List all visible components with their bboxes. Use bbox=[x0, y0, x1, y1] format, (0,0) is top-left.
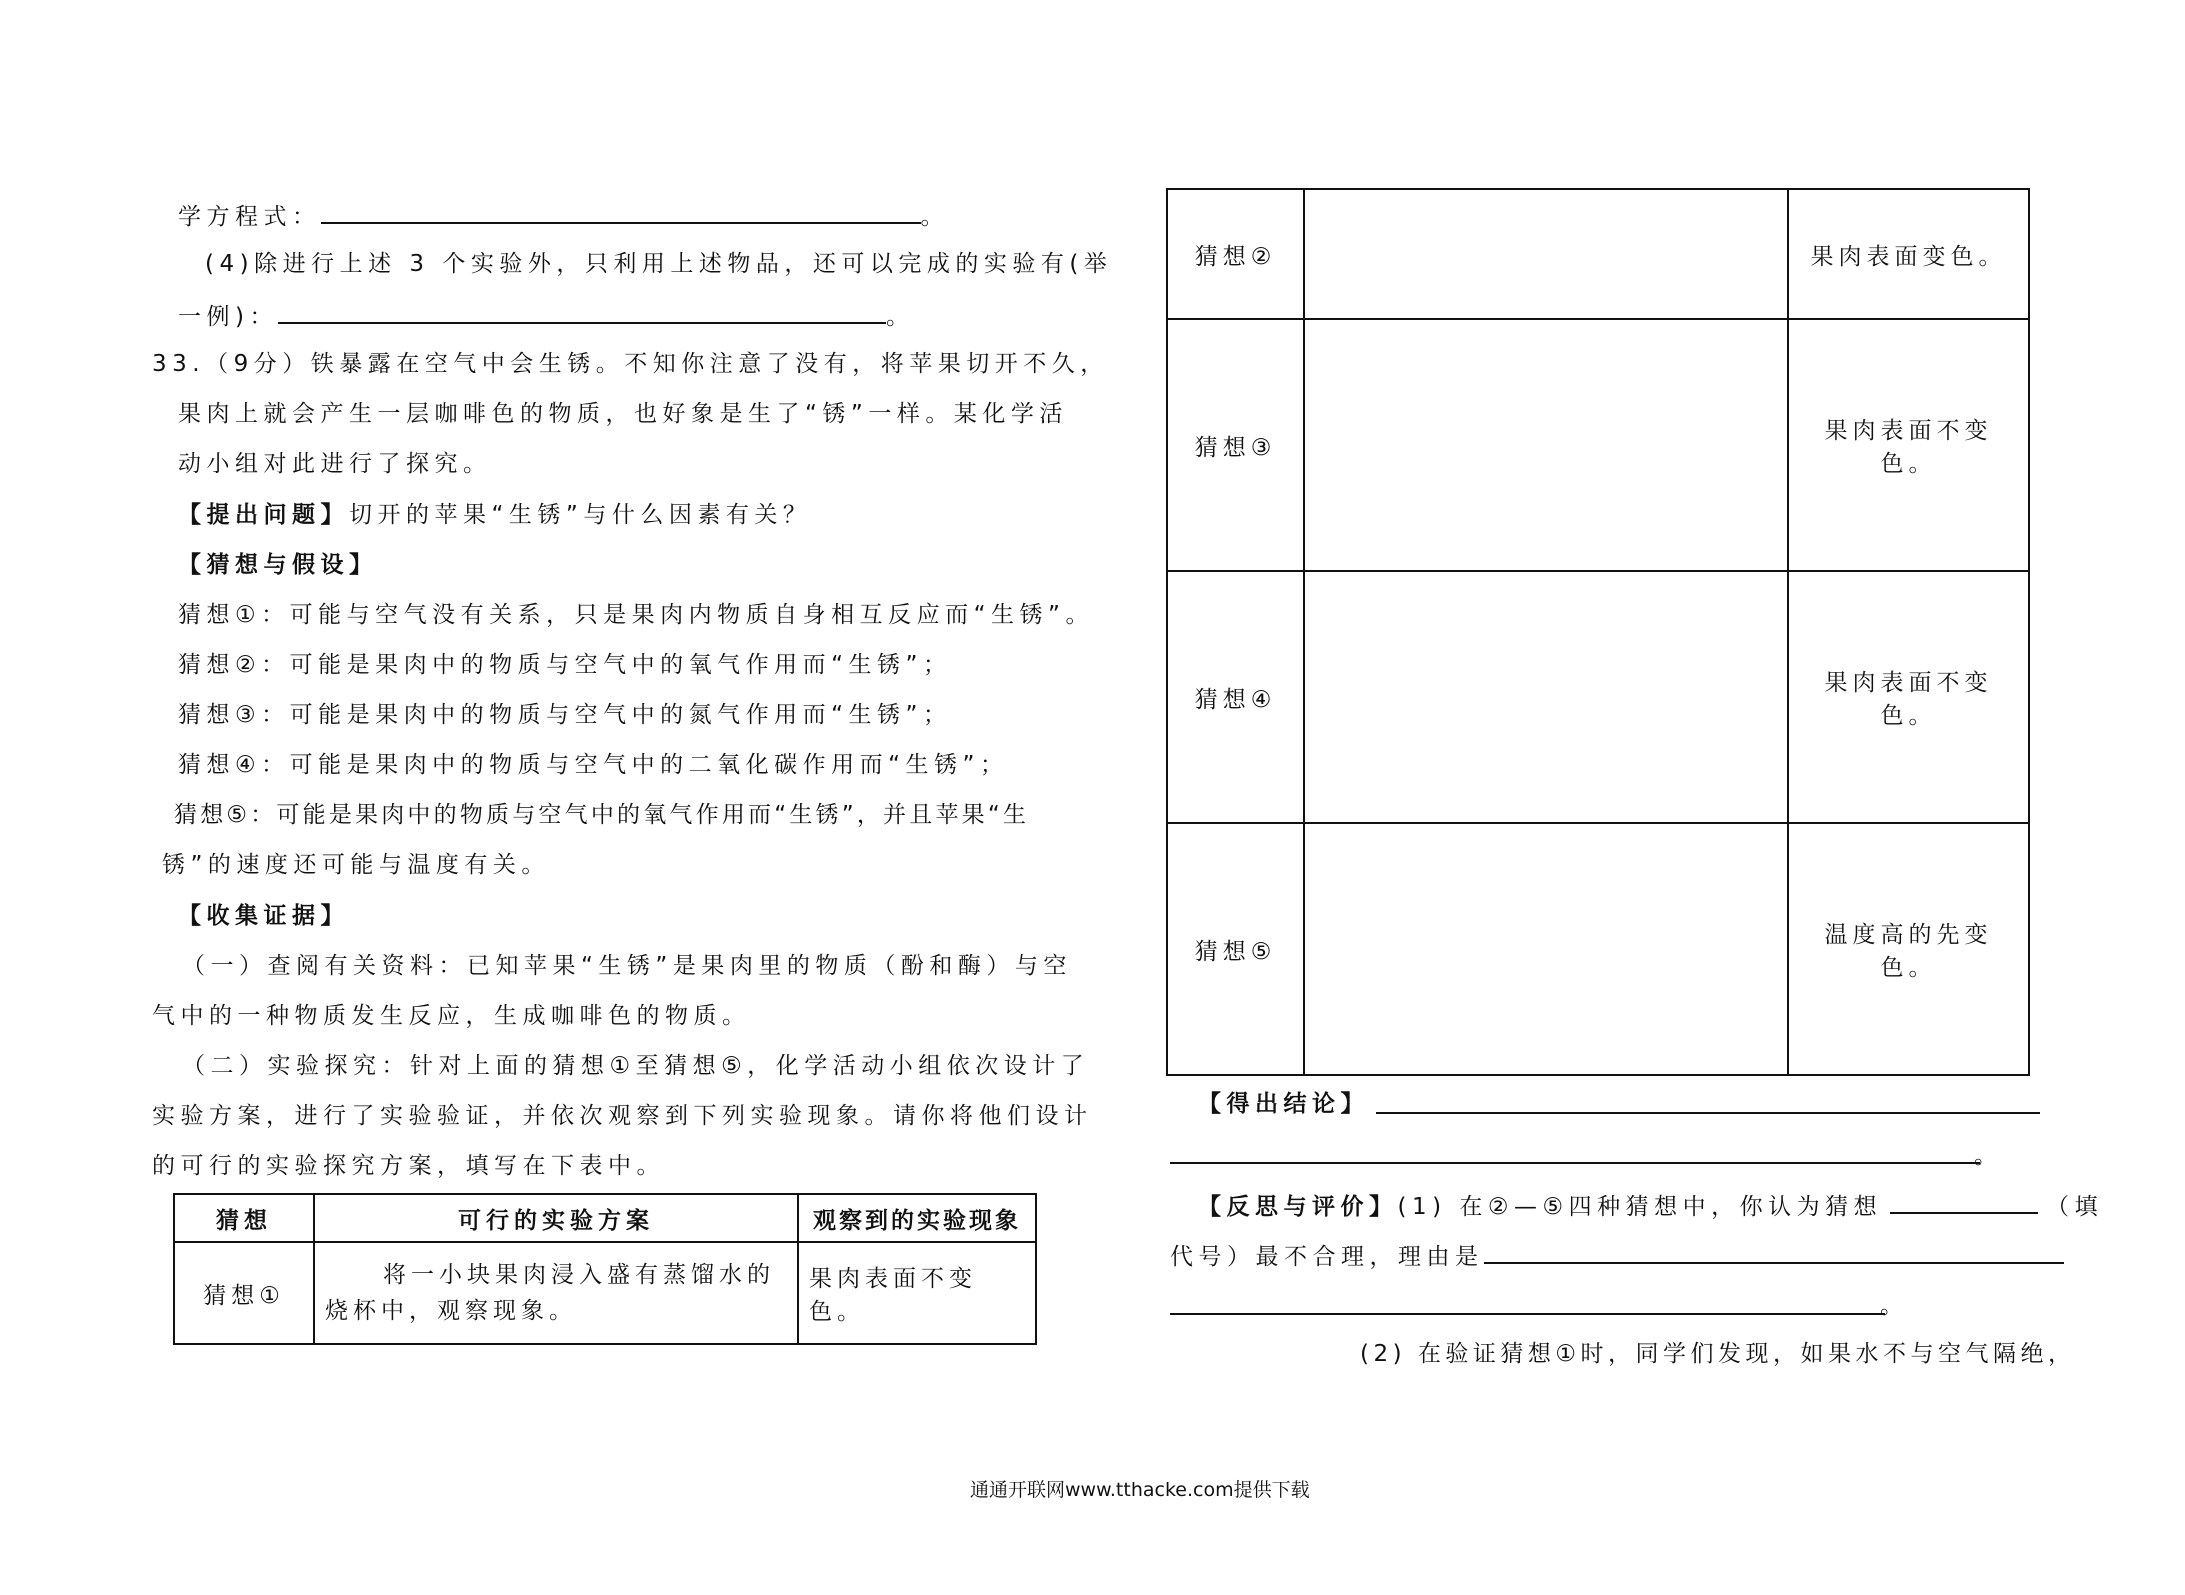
plan-input-cell[interactable] bbox=[1304, 319, 1788, 571]
table-row bbox=[1167, 319, 2029, 571]
plan-text: 烧杯中，观察现象。 bbox=[325, 1298, 577, 1324]
experiment-table bbox=[173, 1193, 1037, 1345]
section-heading: 【提出问题】 bbox=[178, 502, 349, 528]
hypothesis-text: 猜想④：可能是果肉中的物质与空气中的二氧化碳作用而“生锈”； bbox=[178, 752, 1009, 778]
question-4-prefix: 一例)： bbox=[178, 304, 278, 330]
table-cell: 猜想④ bbox=[1167, 571, 1304, 823]
period: 。 bbox=[1880, 1293, 1909, 1319]
table-row bbox=[1167, 571, 2029, 823]
reflection-text: (1) 在②—⑤四种猜想中，你认为猜想 bbox=[1397, 1194, 1883, 1220]
answer-line[interactable] bbox=[1376, 1112, 2040, 1114]
answer-blank[interactable] bbox=[278, 298, 886, 324]
equation-line bbox=[178, 198, 949, 233]
evidence-text: 的可行的实验探究方案，填写在下表中。 bbox=[152, 1153, 665, 1179]
plan-input-cell[interactable] bbox=[1304, 189, 1788, 319]
table-header: 可行的实验方案 bbox=[314, 1194, 798, 1242]
period: 。 bbox=[885, 304, 915, 330]
equation-label: 学方程式： bbox=[178, 204, 321, 230]
hypothesis-text: 猜想②：可能是果肉中的物质与空气中的氧气作用而“生锈”； bbox=[178, 652, 952, 678]
table-cell: 猜想⑤ bbox=[1167, 823, 1304, 1075]
table-row bbox=[1167, 189, 2029, 319]
question-4-text: (4)除进行上述 3 个实验外，只利用上述物品，还可以完成的实验有(举 bbox=[205, 251, 1113, 277]
table-cell: 猜想② bbox=[1167, 189, 1304, 319]
table-header: 猜想 bbox=[174, 1194, 314, 1242]
table-cell[interactable] bbox=[314, 1242, 798, 1344]
answer-line[interactable] bbox=[1170, 1162, 1980, 1164]
reflection-text: 代号）最不合理，理由是 bbox=[1170, 1244, 1484, 1270]
table-row bbox=[1167, 823, 2029, 1075]
evidence-text: 实验方案，进行了实验验证，并依次观察到下列实验现象。请你将他们设计 bbox=[152, 1103, 1093, 1129]
plan-input-cell[interactable] bbox=[1304, 571, 1788, 823]
evidence-text: （二）实验探究：针对上面的猜想①至猜想⑤，化学活动小组依次设计了 bbox=[182, 1053, 1090, 1079]
reflection-line-2 bbox=[1170, 1238, 2064, 1273]
section-heading: 【收集证据】 bbox=[178, 903, 349, 929]
experiment-table-continued bbox=[1166, 188, 2030, 1076]
reflection-line-1 bbox=[1198, 1188, 2103, 1223]
reflection-text: （填 bbox=[2046, 1194, 2104, 1220]
plan-input-cell[interactable] bbox=[1304, 823, 1788, 1075]
plan-text: 将一小块果肉浸入盛有蒸馏水的 bbox=[383, 1262, 775, 1288]
table-cell: 果肉表面不变色。 bbox=[798, 1242, 1036, 1344]
table-cell: 果肉表面不变色。 bbox=[1788, 571, 2029, 823]
section-heading: 【得出结论】 bbox=[1198, 1091, 1369, 1117]
evidence-text: 气中的一种物质发生反应，生成咖啡色的物质。 bbox=[152, 1003, 751, 1029]
table-row bbox=[174, 1242, 1036, 1344]
section-heading: 【猜想与假设】 bbox=[178, 552, 378, 578]
question-33-text: 动小组对此进行了探究。 bbox=[178, 451, 492, 477]
problem-text: 切开的苹果“生锈”与什么因素有关？ bbox=[349, 502, 812, 528]
table-cell: 猜想① bbox=[174, 1242, 314, 1344]
hypothesis-text: 猜想③：可能是果肉中的物质与空气中的氮气作用而“生锈”； bbox=[178, 702, 952, 728]
table-cell: 果肉表面不变色。 bbox=[1788, 319, 2029, 571]
hypothesis-text: 猜想⑤：可能是果肉中的物质与空气中的氧气作用而“生锈”，并且苹果“生 bbox=[174, 802, 1030, 828]
answer-blank[interactable] bbox=[1484, 1238, 2064, 1264]
answer-line[interactable] bbox=[1170, 1313, 1885, 1315]
answer-blank[interactable] bbox=[1890, 1188, 2038, 1214]
evidence-text: （一）查阅有关资料：已知苹果“生锈”是果肉里的物质（酚和酶）与空 bbox=[182, 953, 1072, 979]
problem-line bbox=[178, 499, 811, 531]
answer-blank[interactable] bbox=[321, 198, 921, 224]
table-cell: 温度高的先变色。 bbox=[1788, 823, 2029, 1075]
footer-watermark: 通通开联网www.tthacke.com提供下载 bbox=[970, 1479, 1310, 1501]
table-header: 观察到的实验现象 bbox=[798, 1194, 1036, 1242]
table-cell: 果肉表面变色。 bbox=[1788, 189, 2029, 319]
question-4-answer-line bbox=[178, 298, 914, 333]
question-33-text: 果肉上就会产生一层咖啡色的物质，也好象是生了“锈”一样。某化学活 bbox=[178, 401, 1068, 427]
period: 。 bbox=[920, 204, 949, 230]
hypothesis-text: 锈”的速度还可能与温度有关。 bbox=[162, 852, 550, 878]
period: 。 bbox=[1974, 1143, 2003, 1169]
section-heading: 【反思与评价】 bbox=[1198, 1194, 1398, 1220]
hypothesis-text: 猜想①：可能与空气没有关系，只是果肉内物质自身相互反应而“生锈”。 bbox=[178, 602, 1094, 628]
table-cell: 猜想③ bbox=[1167, 319, 1304, 571]
question-33-text: 33.（9分）铁暴露在空气中会生锈。不知你注意了没有，将苹果切开不久， bbox=[152, 351, 1109, 377]
reflection-text: (2) 在验证猜想①时，同学们发现，如果水不与空气隔绝， bbox=[1360, 1341, 2076, 1367]
